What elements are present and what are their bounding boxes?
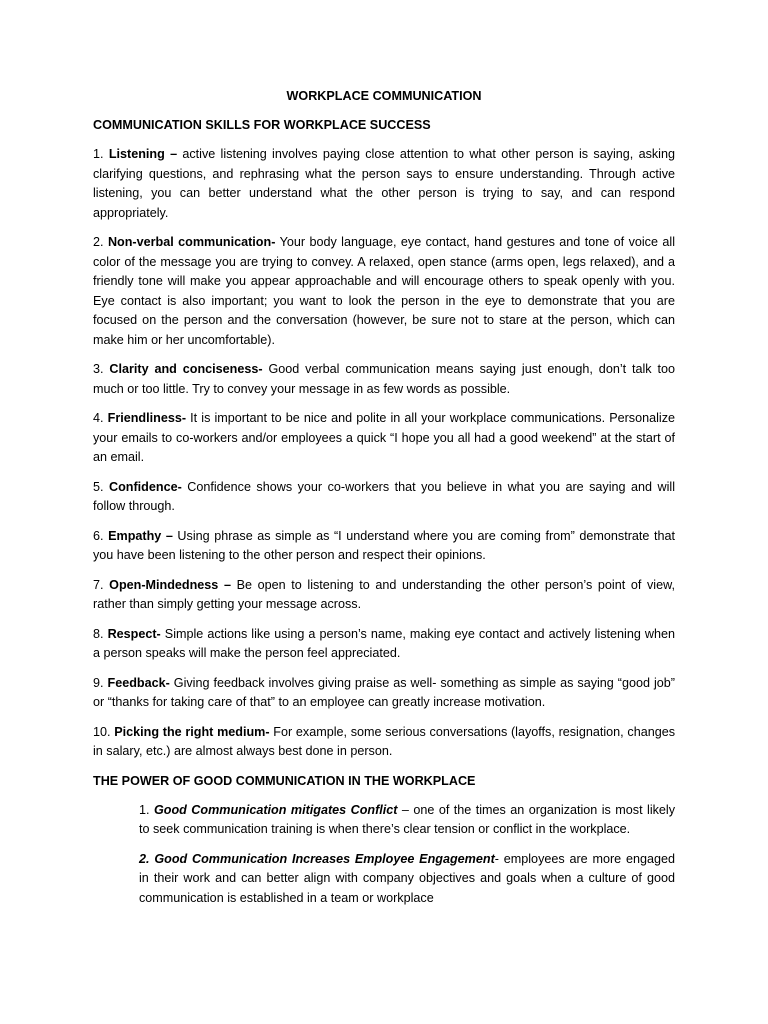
item-text: Giving feedback involves giving praise as well- something as simple as saying “good job” or “thanks for taking care of that” to an employee can greatly increase motivation.	[93, 675, 675, 709]
item-text: Using phrase as simple as “I understand where you are coming from” demonstrate that you have been listening to the other person and respect their opinions.	[93, 528, 675, 562]
item-term: Good Communication mitigates Conflict	[153, 802, 398, 817]
item-number: 8.	[93, 626, 104, 641]
item-number: 9.	[93, 675, 104, 690]
item-text: Simple actions like using a person’s name, making eye contact and actively listening when a person speaks will make the person feel appreciated.	[93, 626, 675, 660]
list-item-confidence	[93, 478, 675, 517]
list-item-respect	[93, 625, 675, 664]
item-text: Confidence shows your co-workers that you believe in what you are saying and will follow through.	[93, 479, 675, 513]
item-text: For example, some serious conversations (layoffs, resignation, changes in salary, etc.) are almost always best done in person.	[93, 724, 676, 758]
item-number: 10.	[93, 724, 111, 739]
item-term: Empathy –	[108, 528, 173, 543]
item-term: Feedback-	[107, 675, 170, 690]
item-term: Good Communication Increases Employee Engagement	[154, 851, 495, 866]
document-title: WORKPLACE COMMUNICATION	[286, 89, 482, 103]
item-text: Be open to listening to and understanding the other person’s point of view, rather than simply getting your message across.	[93, 577, 675, 611]
item-term: Respect-	[107, 626, 161, 641]
item-number: 6.	[93, 528, 104, 543]
list-item-friendliness	[93, 409, 675, 468]
item-number: 7.	[93, 577, 104, 592]
item-term: Confidence-	[109, 479, 182, 494]
item-text: Your body language, eye contact, hand gestures and tone of voice all color of the message you are trying to convey. A relaxed, open stance (arms open, legs relaxed), and a friendly tone will make you appear approachable and will encourage others to speak openly with you. Eye contact is also important; you want to look the person in the eye to demonstrate that you are focused on the person and the conversation (however, be sure not to stare at the person, which can make him or her uncomfortable).	[93, 235, 675, 347]
item-number: 4.	[93, 411, 104, 425]
list-item-mitigates-conflict	[139, 801, 675, 840]
item-number: 5.	[93, 479, 104, 494]
list-item-employee-engagement	[139, 850, 675, 909]
document-page	[93, 87, 675, 918]
item-text: It is important to be nice and polite in all your workplace communications. Personalize your emails to co-workers and/or employees a quick “I hope you all had a good weekend” at the start of an email.	[93, 411, 675, 464]
item-number: 2.	[139, 851, 150, 866]
list-item-listening	[93, 145, 675, 223]
list-item-empathy	[93, 527, 675, 566]
item-text: – one of the times an organization is most likely to seek communication training is when there’s clear tension or conflict in the workplace.	[139, 802, 676, 836]
item-text: active listening involves paying close attention to what other person is saying, asking clarifying questions, and rephrasing what the person says to ensure understanding. Through active listening, you can better understand what the other person is trying to say, and can respond appropriately.	[93, 147, 675, 220]
item-text: Good verbal communication means saying just enough, don’t talk too much or too little. Try to convey your message in as few words as possible.	[93, 362, 676, 396]
list-item-open-mindedness	[93, 576, 675, 615]
power-list	[139, 801, 675, 909]
section-heading-skills: COMMUNICATION SKILLS FOR WORKPLACE SUCCESS	[93, 118, 431, 132]
item-term: Non-verbal communication-	[107, 235, 276, 249]
list-item-right-medium	[93, 723, 675, 762]
item-number: 3.	[93, 362, 104, 376]
list-item-non-verbal	[93, 233, 675, 350]
list-item-clarity	[93, 360, 675, 399]
item-number: 1.	[93, 147, 104, 161]
section-heading-power: THE POWER OF GOOD COMMUNICATION IN THE WORKPLACE	[93, 773, 476, 788]
item-term: Friendliness-	[107, 411, 187, 425]
item-term: Clarity and conciseness-	[109, 362, 263, 376]
item-term: Open-Mindedness –	[109, 577, 231, 592]
item-text: - employees are more engaged in their work and can better align with company objectives and goals when a culture of good communication is established in a team or workplace	[139, 851, 676, 905]
list-item-feedback	[93, 674, 675, 713]
item-number: 1.	[139, 802, 150, 817]
item-term: Picking the right medium-	[114, 724, 270, 739]
item-term: Listening –	[108, 147, 178, 161]
item-number: 2.	[93, 235, 104, 249]
